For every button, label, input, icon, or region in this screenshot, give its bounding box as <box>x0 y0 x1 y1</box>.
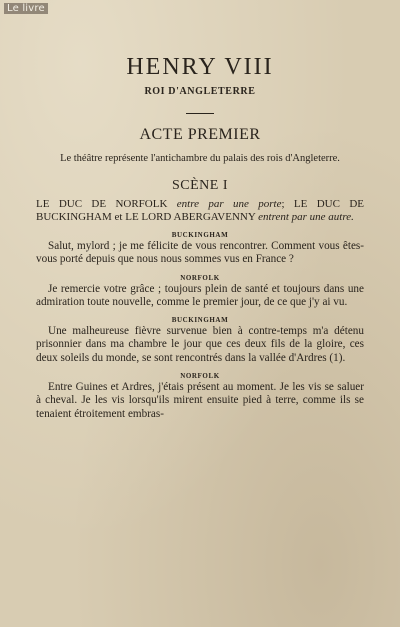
speaker-name: NORFOLK <box>180 273 220 282</box>
stage-direction: Le théâtre représente l'antichambre du palais des rois d'Angleterre. <box>60 153 340 164</box>
speaker-name: BUCKINGHAM <box>171 316 229 325</box>
speech-text: Entre Guines et Ardres, j'étais présent au moment. Je les vis se saluer à cheval. Je les vis lorsqu'ils mirent ensuite pied à terre, comme ils se tenaient étroitement embras- <box>36 381 364 420</box>
play-subtitle: ROI D'ANGLETERRE <box>144 86 256 97</box>
speech-text: Une malheureuse fièvre survenue bien à contre-temps m'a détenu prisonnier dans ma chambre le jour que ces deux fils de la gloire, ces deux soleils du monde, se sont rencontrés dans la vallée d'Ardres (1). <box>36 325 364 364</box>
cast-part-4: entrent par une autre. <box>258 211 354 223</box>
cast-part-2: entre par une porte <box>176 198 282 210</box>
speech-text: Je remercie votre grâce ; toujours plein de santé et toujours dans une admiration toute nouvelle, comme le premier jour, de ce que j'y ai vu. <box>36 282 364 308</box>
speech-text: Salut, mylord ; je me félicite de vous rencontrer. Comment vous êtes-vous porté depuis que nous nous sommes vus en France ? <box>36 240 364 266</box>
cast-part-1: LE DUC DE NORFOLK <box>36 198 177 210</box>
page-content <box>34 52 366 421</box>
act-heading: ACTE PREMIER <box>139 126 261 143</box>
play-title: HENRY VIII <box>126 54 274 80</box>
speaker-name: BUCKINGHAM <box>171 231 229 239</box>
watermark-logo: Le livre <box>4 3 48 14</box>
cast-entrance <box>36 198 364 224</box>
cast-part-3: ; LE DUC DE BUCKINGHAM et LE LORD ABERGAVENNY <box>36 198 364 223</box>
scene-heading: SCÈNE I <box>172 178 228 193</box>
speaker-name: NORFOLK <box>180 372 220 381</box>
title-divider <box>186 113 214 114</box>
